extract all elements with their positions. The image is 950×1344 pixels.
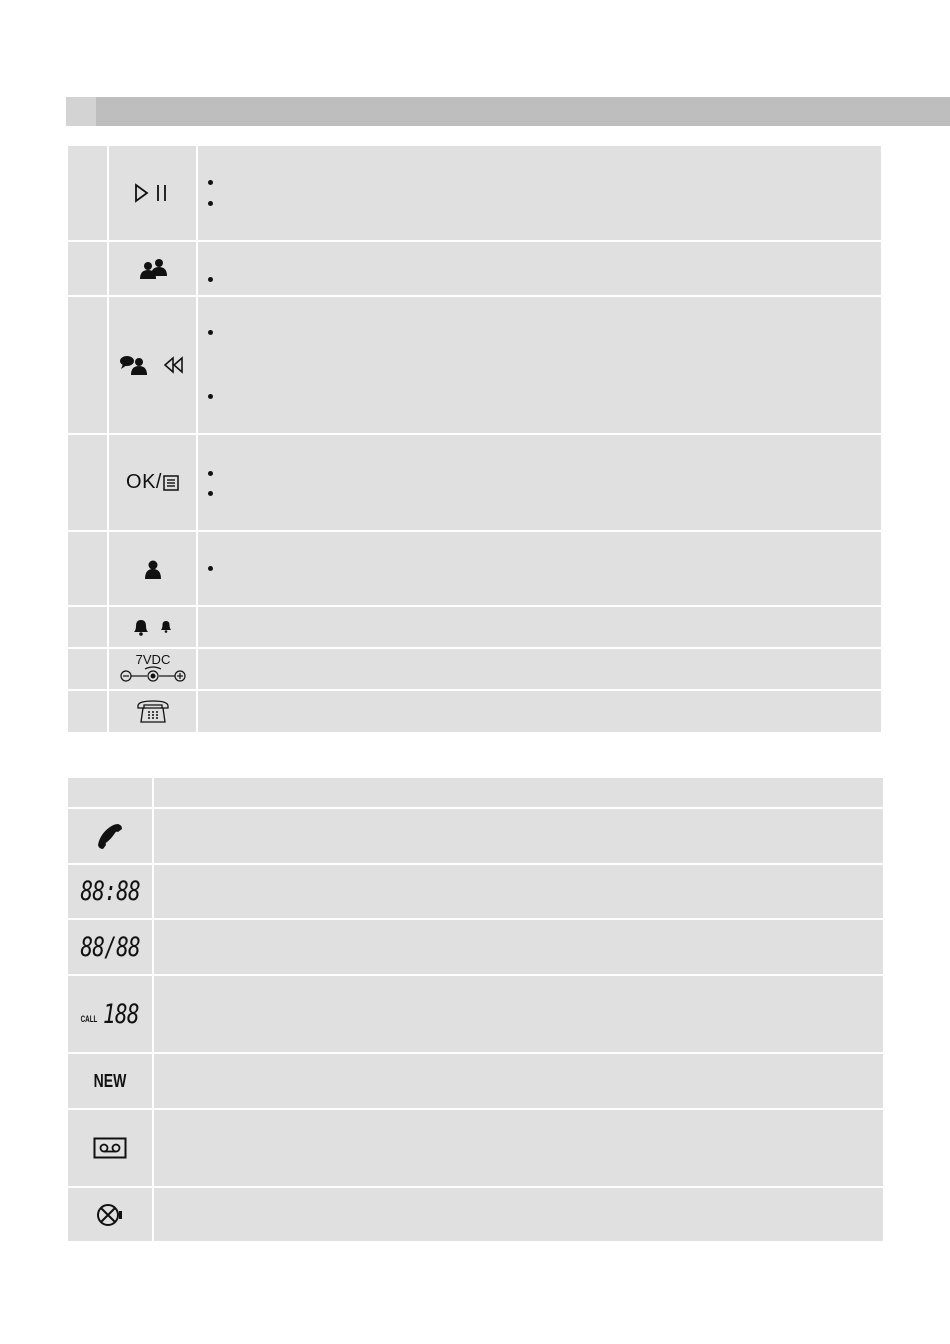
table-row — [68, 532, 881, 607]
table-row — [68, 297, 881, 435]
table-header-row — [68, 778, 883, 809]
table-row — [68, 242, 881, 297]
ringer-off-icon — [68, 1188, 152, 1241]
table-row — [68, 146, 881, 242]
bullet-point — [208, 491, 213, 496]
telephone-line-icon — [109, 691, 196, 732]
intercom-icon — [109, 242, 196, 295]
bullet-point — [208, 394, 213, 399]
table-row — [68, 865, 883, 920]
ringer-volume-icon — [109, 607, 196, 647]
table-row — [68, 691, 881, 732]
table-row — [68, 809, 883, 865]
table-row — [68, 435, 881, 532]
table-row — [68, 976, 883, 1054]
power-jack-icon — [109, 649, 196, 689]
table-row — [68, 649, 881, 691]
buttons-table — [68, 146, 881, 732]
table-row — [68, 920, 883, 976]
bullet-point — [208, 277, 213, 282]
section-header-bar — [66, 97, 950, 126]
section-header-tab — [66, 97, 96, 126]
clock-digits-icon: 88:88 — [80, 876, 140, 907]
bullet-point — [208, 330, 213, 335]
table-row — [68, 1054, 883, 1110]
table-row — [68, 1110, 883, 1188]
answering-machine-icon — [68, 1110, 152, 1186]
call-counter-icon: CALL 188 — [80, 998, 139, 1030]
bullet-point — [208, 180, 213, 185]
new-label-icon: NEW — [93, 1070, 127, 1091]
bullet-point — [208, 201, 213, 206]
bullet-point — [208, 566, 213, 571]
handset-user-icon — [109, 532, 196, 605]
table-row — [68, 1188, 883, 1241]
table-row — [68, 607, 881, 649]
power-voltage-label: 7VDC — [135, 652, 170, 667]
phone-handset-icon — [68, 809, 152, 863]
ok-menu-icon: OK/ — [109, 435, 196, 530]
menu-list-icon — [163, 475, 179, 491]
message-rewind-icon — [109, 297, 196, 433]
date-digits-icon: 88/88 — [80, 931, 140, 963]
display-icons-table — [68, 778, 883, 1241]
bullet-point — [208, 471, 213, 476]
play-pause-icon — [109, 146, 196, 240]
